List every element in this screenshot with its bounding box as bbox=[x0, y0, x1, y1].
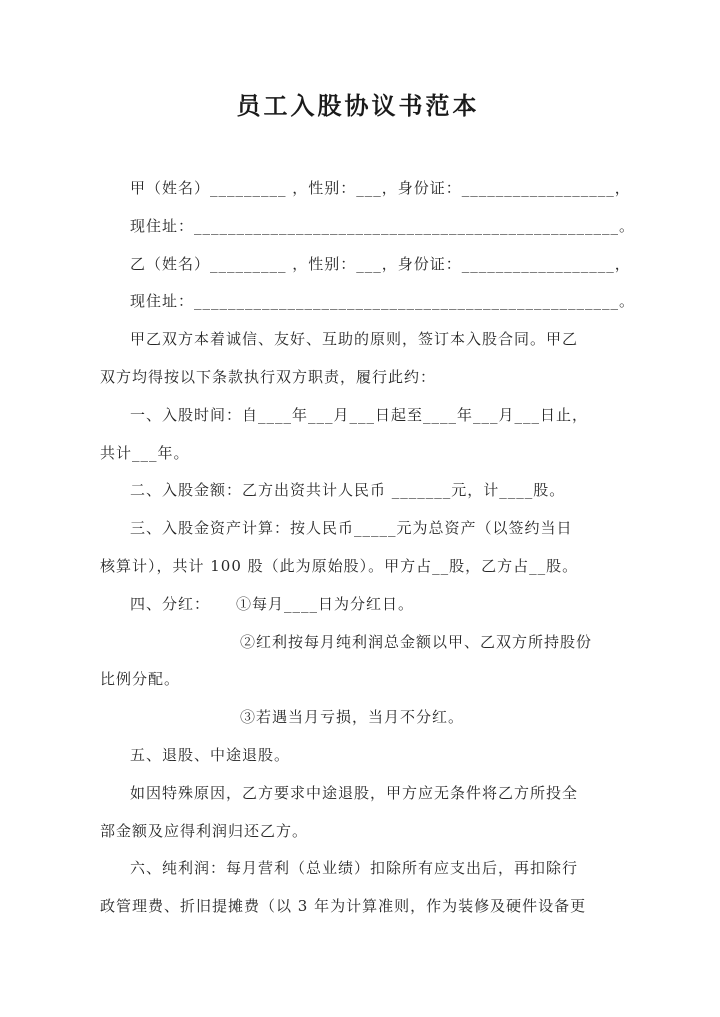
text-line bbox=[100, 359, 616, 397]
text-line bbox=[100, 699, 616, 737]
text-segment: ①每月____日为分红日。 bbox=[236, 594, 415, 613]
text-line bbox=[100, 472, 616, 510]
text-segment: 乙（姓名）_________ ，性别：___，身份证：__________________， bbox=[130, 254, 631, 273]
text-line bbox=[100, 548, 616, 586]
text-segment: 现住址：__________________________________________________。 bbox=[130, 216, 636, 235]
text-segment: 核算计），共计 100 股（此为原始股）。甲方占__股，乙方占__股。 bbox=[100, 556, 579, 575]
text-line bbox=[100, 661, 616, 699]
text-segment: 甲（姓名）_________ ，性别：___，身份证：__________________， bbox=[130, 179, 631, 197]
text-segment: 双方均得按以下条款执行双方职责，履行此约： bbox=[100, 367, 437, 386]
text-segment: 三、入股金资产计算：按人民币_____元为总资产（以签约当日 bbox=[130, 519, 573, 538]
text-segment: 四、分红： bbox=[130, 594, 211, 613]
text-line bbox=[100, 850, 616, 888]
text-segment: 政管理费、折旧提摊费（以 3 年为计算准则，作为装修及硬件设备更 bbox=[100, 897, 587, 916]
text-segment: 部金额及应得利润归还乙方。 bbox=[100, 821, 309, 840]
text-line bbox=[100, 208, 636, 246]
text-segment: 五、退股、中途退股。 bbox=[130, 745, 291, 764]
text-segment: 现住址：__________________________________________________。 bbox=[130, 292, 636, 311]
text-segment: 甲乙双方本着诚信、友好、互助的原则，签订本入股合同。甲乙 bbox=[130, 330, 579, 349]
text-line bbox=[100, 397, 616, 435]
text-line bbox=[100, 737, 616, 775]
text-segment: 共计___年。 bbox=[100, 443, 190, 462]
text-line bbox=[100, 888, 616, 926]
text-line bbox=[100, 775, 616, 813]
text-segment: 六、纯利润：每月营利（总业绩）扣除所有应支出后，再扣除行 bbox=[130, 859, 579, 878]
text-line bbox=[100, 170, 631, 208]
text-line bbox=[100, 435, 616, 473]
text-line bbox=[100, 283, 636, 321]
text-segment: 一、入股时间：自____年___月___日起至____年___月___日止， bbox=[130, 405, 589, 424]
text-segment: ③若遇当月亏损，当月不分红。 bbox=[240, 708, 465, 727]
text-segment: 二、入股金额：乙方出资共计人民币 _______元，计____股。 bbox=[130, 481, 566, 500]
text-segment: ②红利按每月纯利润总金额以甲、乙双方所持股份 bbox=[240, 632, 593, 651]
document-title: 员工入股协议书范本 bbox=[236, 91, 480, 120]
text-line bbox=[100, 246, 631, 284]
document-body bbox=[100, 170, 636, 926]
text-segment: 如因特殊原因，乙方要求中途退股，甲方应无条件将乙方所投全 bbox=[130, 783, 579, 802]
text-segment: 比例分配。 bbox=[100, 670, 181, 689]
text-line bbox=[100, 813, 616, 851]
text-line bbox=[100, 510, 616, 548]
text-line bbox=[100, 321, 616, 359]
text-line bbox=[100, 624, 616, 662]
text-line bbox=[100, 586, 616, 624]
